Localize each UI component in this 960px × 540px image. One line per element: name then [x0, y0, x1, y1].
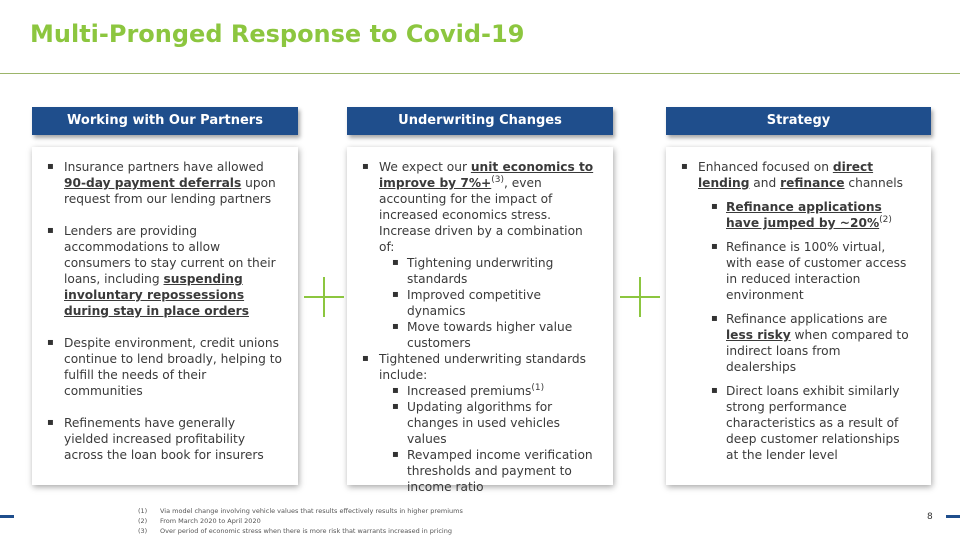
strategy-sub-refinance-jump: ▪ Refinance applications have jumped by ~20%$^{(2)}$: [666, 199, 913, 231]
footer-accent-left: [0, 515, 14, 518]
page-title: Multi-Pronged Response to Covid-19: [30, 20, 525, 48]
underwriting-card: [347, 147, 613, 494]
strategy-header: Strategy: [666, 107, 931, 135]
partners-card: [32, 147, 298, 485]
underwriting-sub-competitive: ▪ Improved competitive dynamics: [347, 287, 597, 319]
underwriting-sub-algorithms: ▪ Updating algorithms for changes in used vehicles values: [347, 399, 597, 447]
underwriting-sub-premiums: ▪ Increased premiums$^{(1)}$: [347, 383, 597, 399]
footnote-2: (2) From March 2020 to April 2020: [138, 517, 261, 525]
strategy-bullet-direct-lending: ▪ Enhanced focused on direct lending and refinance channels: [666, 159, 913, 191]
strategy-sub-virtual: ▪ Refinance is 100% virtual, with ease of customer access in reduced interaction environment: [666, 239, 913, 303]
underwriting-sub-income: ▪ Revamped income verification thresholds and payment to income ratio: [347, 447, 597, 495]
underwriting-bullet-tightened: ▪ Tightened underwriting standards include:: [347, 351, 597, 383]
partners-bullet-accommodations: ▪ Lenders are providing accommodations to allow consumers to stay current on their loans, including suspending involuntary repossessions during stay in place orders: [32, 223, 282, 319]
plus-icon: [620, 277, 660, 317]
strategy-sub-direct-loans: ▪ Direct loans exhibit similarly strong performance characteristics as a result of deep customer relationships at the lender level: [666, 383, 913, 463]
partners-bullet-credit-unions: ▪ Despite environment, credit unions continue to lend broadly, helping to fulfill the needs of their communities: [32, 335, 282, 399]
plus-icon: [304, 277, 344, 317]
strategy-sub-less-risky: ▪ Refinance applications are less risky when compared to indirect loans from dealerships: [666, 311, 913, 375]
underwriting-bullet-unit-economics: ▪ We expect our unit economics to improve by 7%+$^{(3)}$, even accounting for the impact of increased economics stress. Increase driven by a combination of:: [347, 159, 597, 255]
page-number: 8: [927, 512, 933, 522]
underwriting-sub-tightening: ▪ Tightening underwriting standards: [347, 255, 597, 287]
underwriting-sub-higher-value: ▪ Move towards higher value customers: [347, 319, 597, 351]
footnotes: [138, 506, 463, 536]
title-divider: [0, 73, 960, 74]
partners-header: Working with Our Partners: [32, 107, 298, 135]
underwriting-header: Underwriting Changes: [347, 107, 613, 135]
partners-bullet-deferrals: ▪ Insurance partners have allowed 90-day payment deferrals upon request from our lending partners: [32, 159, 282, 207]
footnote-3: (3) Over period of economic stress when there is more risk that warrants increased in pricing: [138, 527, 452, 535]
partners-bullet-refinements: ▪ Refinements have generally yielded increased profitability across the loan book for insurers: [32, 415, 282, 463]
footer-accent-right: [946, 515, 960, 518]
strategy-card: [666, 147, 931, 485]
footnote-1: (1) Via model change involving vehicle values that results effectively results in higher premiums: [138, 507, 463, 515]
